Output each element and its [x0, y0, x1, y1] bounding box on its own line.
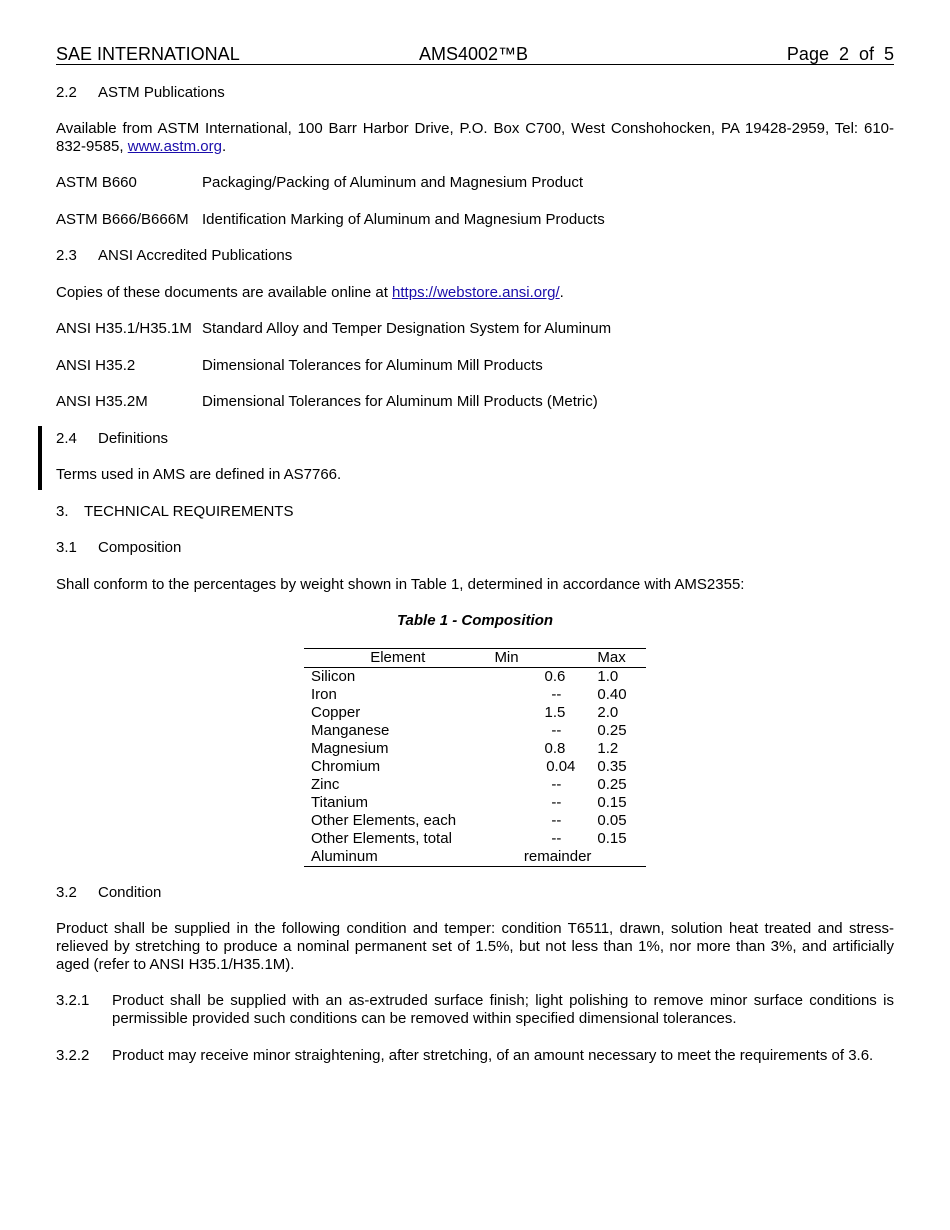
astm-body-suffix: . [221, 138, 227, 155]
composition-table [304, 648, 646, 867]
table-header-row [304, 649, 646, 668]
section-3-2-number: 3.2 [56, 884, 77, 901]
header-rule [56, 64, 894, 65]
column-header-element: Element [304, 649, 484, 668]
cell-min: -- [551, 686, 562, 703]
cell-element: Silicon [311, 668, 356, 685]
ref-title: Packaging/Packing of Aluminum and Magnesium Product [202, 174, 584, 191]
cell-element: Magnesium [311, 740, 389, 757]
cell-min: 0.6 [544, 668, 566, 685]
ref-code: ANSI H35.1/H35.1M [56, 320, 192, 337]
ansi-webstore-link[interactable]: https://webstore.ansi.org/ [392, 284, 560, 301]
cell-max: 0.40 [597, 686, 627, 703]
section-3-1-body: Shall conform to the percentages by weight shown in Table 1, determined in accordance with AMS2355: [56, 576, 745, 593]
cell-element: Other Elements, total [311, 830, 452, 847]
column-header-min: Min [484, 649, 591, 668]
cell-min: -- [551, 776, 562, 793]
astm-address-text: Available from ASTM International, 100 Barr Harbor Drive, P.O. Box C700, West Conshohocken, PA 19428-2959, Tel: 610-832-9585, [56, 120, 894, 155]
section-2-2-title: ASTM Publications [98, 84, 225, 101]
header-doc-id: AMS4002™B [419, 44, 529, 64]
section-3-2-2-number: 3.2.2 [56, 1047, 90, 1064]
cell-element: Copper [311, 704, 361, 721]
section-3-2-body: Product shall be supplied in the following condition and temper: condition T6511, drawn, solution heat treated and stress-relieved by stretching to produce a nominal permanent set of 1.5%, but not less than 1%, nor more than 3%, and artificially aged (refer to ANSI H35.1/H35.1M). [56, 920, 894, 973]
cell-min: 1.5 [544, 704, 566, 721]
cell-element: Titanium [311, 794, 368, 811]
cell-max: 1.0 [597, 668, 619, 685]
table-row [304, 722, 646, 740]
section-2-3-title: ANSI Accredited Publications [98, 247, 293, 264]
ref-title: Standard Alloy and Temper Designation System for Aluminum [202, 320, 612, 337]
table-row [304, 704, 646, 722]
astm-link[interactable]: www.astm.org [127, 138, 222, 155]
revision-change-bar [38, 426, 42, 490]
table-1-title: Table 1 - Composition [396, 612, 554, 629]
section-3-number: 3. [56, 503, 69, 520]
cell-max: 0.05 [597, 812, 627, 829]
ref-title: Identification Marking of Aluminum and Magnesium Products [202, 211, 605, 228]
section-3-1-title: Composition [98, 539, 182, 556]
cell-min: 0.8 [544, 740, 566, 757]
cell-element: Zinc [311, 776, 340, 793]
section-2-2-body [56, 120, 894, 156]
section-3-2-2-text: Product may receive minor straightening, after stretching, of an amount necessary to meet the requirements of 3.6. [112, 1047, 874, 1064]
ansi-body-text: Copies of these documents are available online at [56, 284, 393, 301]
cell-min: remainder [484, 848, 591, 867]
cell-element: Iron [311, 686, 337, 703]
cell-min: -- [551, 722, 562, 739]
cell-max: 0.25 [597, 776, 627, 793]
cell-max: 0.15 [597, 794, 627, 811]
cell-element: Chromium [311, 758, 381, 775]
cell-max: 2.0 [597, 704, 619, 721]
cell-max: 0.35 [597, 758, 627, 775]
section-3-2-1-text: Product shall be supplied with an as-extruded surface finish; light polishing to remove minor surface conditions is permissible provided such conditions can be removed within specified dimensional tolerances. [112, 992, 894, 1027]
table-row [304, 668, 646, 687]
table-row [304, 812, 646, 830]
table-row [304, 794, 646, 812]
section-2-3-body [56, 284, 564, 301]
section-2-4-body: Terms used in AMS are defined in AS7766. [56, 466, 342, 483]
ansi-body-suffix: . [559, 284, 564, 301]
cell-element: Manganese [311, 722, 390, 739]
section-2-2-number: 2.2 [56, 84, 77, 101]
cell-min: -- [551, 830, 562, 847]
cell-element: Aluminum [304, 848, 484, 867]
cell-element: Other Elements, each [311, 812, 457, 829]
section-2-4-number: 2.4 [56, 430, 77, 447]
cell-max: 0.25 [597, 722, 627, 739]
ref-code: ASTM B660 [56, 174, 137, 191]
table-row [304, 740, 646, 758]
cell-min: 0.04 [546, 758, 576, 775]
table-row [304, 776, 646, 794]
header-org: SAE INTERNATIONAL [56, 44, 240, 64]
cell-max: 0.15 [597, 830, 627, 847]
table-row [304, 686, 646, 704]
section-2-4-title: Definitions [98, 430, 169, 447]
header-page: Page 2 of 5 [786, 44, 894, 64]
ref-title: Dimensional Tolerances for Aluminum Mill Products (Metric) [202, 393, 598, 410]
ref-title: Dimensional Tolerances for Aluminum Mill Products [202, 357, 543, 374]
cell-max: 1.2 [597, 740, 619, 757]
section-3-title: TECHNICAL REQUIREMENTS [84, 503, 294, 520]
ref-code: ANSI H35.2 [56, 357, 136, 374]
table-row [304, 848, 646, 867]
column-header-max: Max [591, 649, 646, 668]
section-3-1-number: 3.1 [56, 539, 77, 556]
table-row [304, 758, 646, 776]
cell-min: -- [551, 794, 562, 811]
table-row [304, 830, 646, 848]
section-3-2-1-number: 3.2.1 [56, 992, 90, 1009]
cell-max [591, 848, 646, 867]
ref-code: ANSI H35.2M [56, 393, 148, 410]
ref-code: ASTM B666/B666M [56, 211, 189, 228]
cell-min: -- [551, 812, 562, 829]
section-3-2-title: Condition [98, 884, 162, 901]
section-2-3-number: 2.3 [56, 247, 77, 264]
